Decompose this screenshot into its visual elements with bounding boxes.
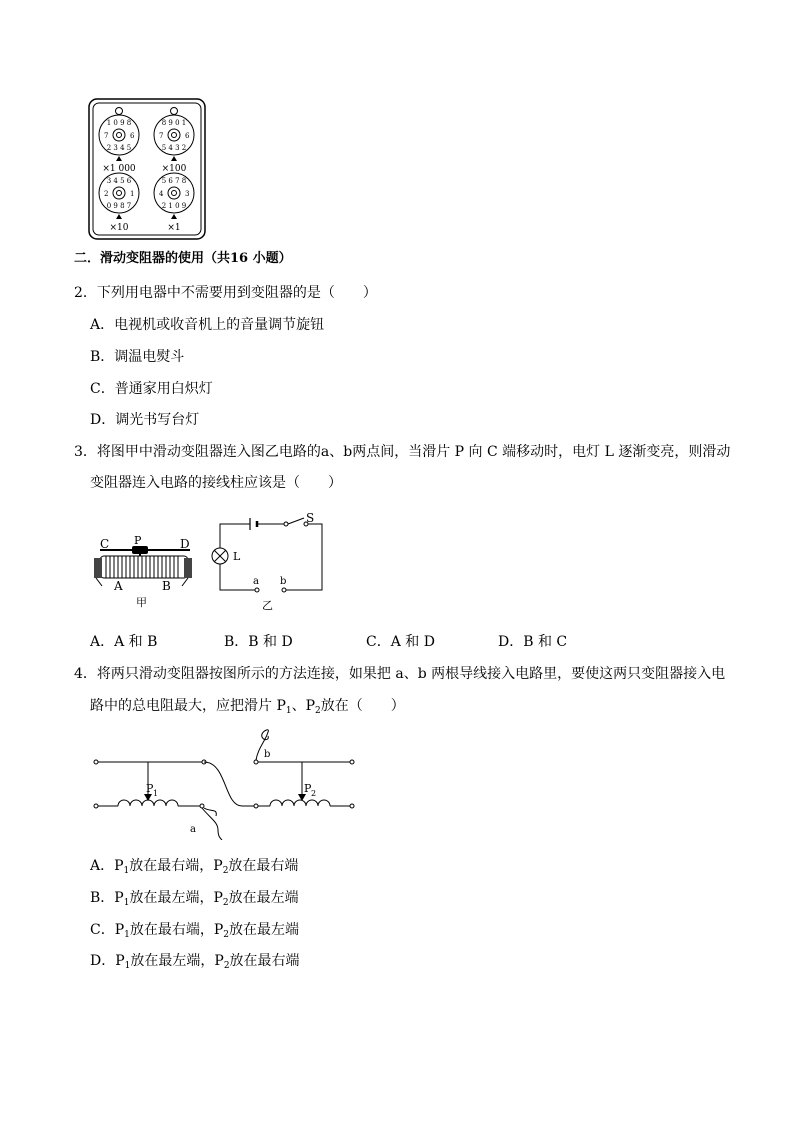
q3-option-b: B．B 和 D <box>224 634 293 650</box>
svg-text:7: 7 <box>159 132 164 140</box>
q3-option-a: A．A 和 B <box>90 634 158 650</box>
q2-option-a: A．电视机或收音机上的音量调节旋钮 <box>90 317 325 333</box>
fig-jia-caption: 甲 <box>136 596 147 609</box>
svg-text:4: 4 <box>159 190 164 198</box>
q4-option-b: B．$P_1$放在最左端，$P_2$放在最左端 <box>90 890 299 908</box>
svg-text:P: P <box>134 534 142 547</box>
svg-text:C: C <box>100 537 110 551</box>
question-3-stem-line2: 变阻器连入电路的接线柱应该是（ ） <box>90 475 342 491</box>
svg-text:2 3 4 5: 2 3 4 5 <box>106 144 132 152</box>
svg-text:3 4 5 6: 3 4 5 6 <box>106 177 132 185</box>
svg-text:P: P <box>146 782 154 795</box>
svg-text:2 1 0 9: 2 1 0 9 <box>161 202 187 210</box>
svg-text:a: a <box>190 824 196 835</box>
svg-text:B: B <box>162 579 171 593</box>
svg-text:5 4 3 2: 5 4 3 2 <box>161 144 187 152</box>
svg-text:b: b <box>264 749 271 760</box>
dial-label-1000: ×1 000 <box>102 164 136 174</box>
q4-option-a: A．$P_1$放在最右端，$P_2$放在最右端 <box>90 858 299 876</box>
dial-label-10: ×10 <box>109 223 129 233</box>
svg-text:S: S <box>306 511 315 525</box>
svg-text:P: P <box>304 782 312 795</box>
q3-option-d: D．B 和 C <box>498 634 568 650</box>
q4-option-d: D．$P_1$放在最左端，$P_2$放在最右端 <box>90 953 300 971</box>
q2-option-c: C．普通家用白炽灯 <box>90 381 213 397</box>
svg-text:0 9 8 7: 0 9 8 7 <box>106 202 132 210</box>
svg-text:1: 1 <box>130 190 135 198</box>
rheostat-figure-jia <box>92 534 196 610</box>
svg-text:D: D <box>180 537 190 551</box>
svg-text:7: 7 <box>104 132 109 140</box>
question-4-stem-line1: 4．将两只滑动变阻器按图所示的方法连接，如果把 a、b 两根导线接入电路里，要使这两只变阻器接入电 <box>74 666 726 682</box>
svg-text:5 6 7 8: 5 6 7 8 <box>161 177 187 185</box>
dial-label-1: ×1 <box>167 223 181 233</box>
section-title: 二．滑动变阻器的使用（共16 小题） <box>74 251 292 266</box>
svg-text:L: L <box>233 550 241 563</box>
question-4-stem-line2: 路中的总电阻最大，应把滑片 $P_1$、$P_2$放在（ ） <box>90 698 405 716</box>
svg-text:6: 6 <box>185 132 190 140</box>
svg-text:b: b <box>280 576 287 587</box>
q2-option-b: B．调温电熨斗 <box>90 349 185 365</box>
question-2-stem: 2．下列用电器中不需要用到变阻器的是（ ） <box>74 285 377 301</box>
q4-option-c: C．$P_1$放在最右端，$P_2$放在最左端 <box>90 922 300 940</box>
q2-option-d: D．调光书写台灯 <box>90 412 200 428</box>
svg-text:A: A <box>114 579 123 593</box>
svg-text:2: 2 <box>311 789 317 798</box>
fig-yi-caption: 乙 <box>262 599 273 612</box>
question-3-stem-line1: 3．将图甲中滑动变阻器连入图乙电路的a、b两点间，当滑片 P 向 C 端移动时，电灯 L 逐渐变亮，则滑动 <box>74 444 731 460</box>
svg-text:1: 1 <box>153 789 159 798</box>
two-rheostats-figure <box>92 728 358 840</box>
svg-text:8 9 0 1: 8 9 0 1 <box>161 119 187 127</box>
q3-option-c: C．A 和 D <box>366 634 435 650</box>
svg-text:a: a <box>253 576 259 587</box>
svg-text:6: 6 <box>130 132 135 140</box>
svg-text:1 0 9 8: 1 0 9 8 <box>106 119 132 127</box>
svg-text:3: 3 <box>185 190 190 198</box>
dial-label-100: ×100 <box>161 164 187 174</box>
svg-text:2: 2 <box>104 190 109 198</box>
resistance-box-figure <box>88 98 206 240</box>
circuit-figure-yi <box>202 508 328 612</box>
